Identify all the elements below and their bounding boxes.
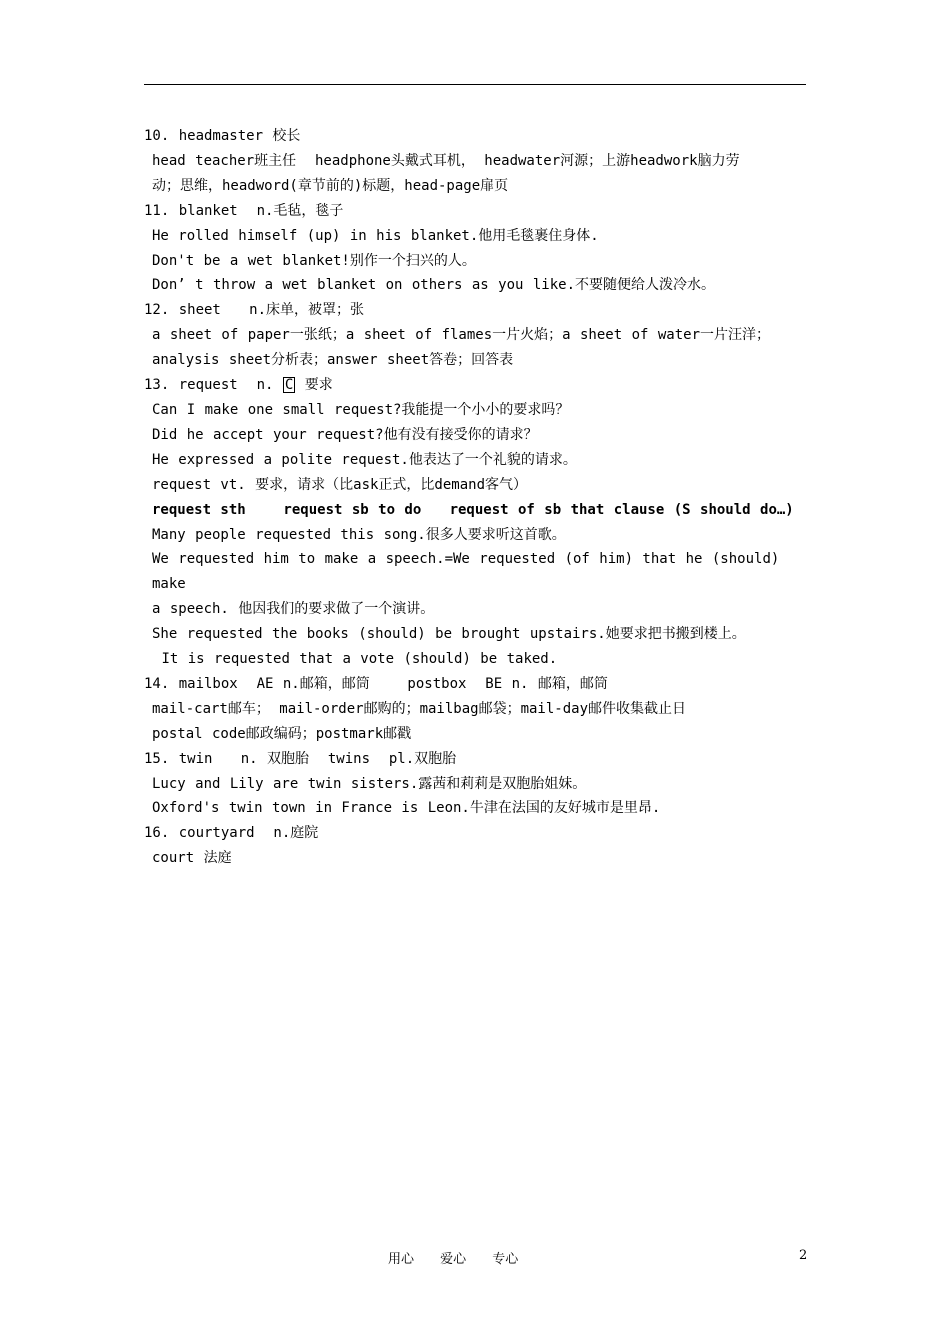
line-text: a speech. 他因我们的要求做了一个演讲。 — [152, 601, 435, 618]
line-text: 11. blanket n.毛毡，毯子 — [144, 202, 344, 219]
line-text: head teacher班主任 headphone头戴式耳机， headwater河源；上游headwork脑力劳 — [152, 152, 740, 169]
line-text: court 法庭 — [152, 850, 232, 867]
line-text: a sheet of paper一张纸；a sheet of flames一片火焰；a sheet of water一片汪洋； — [152, 327, 771, 344]
line-text: 16. courtyard n.庭院 — [144, 825, 319, 842]
text-line — [144, 423, 809, 448]
text-line — [144, 298, 809, 323]
text-line — [144, 273, 809, 298]
text-line — [144, 722, 809, 747]
text-line — [144, 672, 809, 697]
line-text: Can I make one small request?我能提一个小小的要求吗？ — [152, 401, 570, 418]
text-line — [144, 498, 809, 523]
text-line — [144, 772, 809, 797]
line-text: 13. request n. — [144, 377, 283, 394]
line-text: 12. sheet n.床单，被罩；张 — [144, 302, 365, 319]
line-text: Lucy and Lily are twin sisters.露茜和莉莉是双胞胎姐妹。 — [152, 775, 587, 792]
text-line — [144, 249, 809, 274]
line-text-after: 要求 — [295, 377, 333, 394]
text-line — [144, 846, 809, 871]
text-line — [144, 697, 809, 722]
line-text: He rolled himself (up) in his blanket.他用毛毯裹住身体. — [152, 227, 599, 244]
text-line — [144, 174, 809, 199]
line-text: He expressed a polite request.他表达了一个礼貌的请求。 — [152, 451, 577, 468]
header-rule — [144, 84, 806, 85]
line-text: Did he accept your request?他有没有接受你的请求？ — [152, 426, 538, 443]
line-text: Don’ t throw a wet blanket on others as you like.不要随便给人泼冷水。 — [152, 277, 716, 294]
line-text: It is requested that a vote (should) be taked. — [152, 651, 558, 668]
text-line — [144, 647, 809, 672]
line-text: mail-cart邮车； mail-order邮购的；mailbag邮袋；mail-day邮件收集截止日 — [152, 700, 687, 717]
text-line — [144, 796, 809, 821]
document-body — [144, 124, 809, 871]
line-text: She requested the books (should) be brought upstairs.她要求把书搬到楼上。 — [152, 626, 746, 643]
line-text: 10. headmaster 校长 — [144, 128, 301, 144]
line-text: 15. twin n. 双胞胎 twins pl.双胞胎 — [144, 750, 457, 767]
line-text: postal code邮政编码；postmark邮戳 — [152, 725, 412, 742]
line-text: We requested him to make a speech.=We requested (of him) that he (should) make — [152, 551, 789, 593]
line-text: request sth request sb to do request of sb that clause (S should do…) — [152, 501, 794, 518]
page-number: 2 — [799, 1248, 808, 1263]
text-line — [144, 149, 809, 174]
text-line — [144, 821, 809, 846]
text-line — [144, 199, 809, 224]
line-text: request vt. 要求，请求（比ask正式，比demand客气） — [152, 476, 528, 493]
text-line — [144, 398, 809, 423]
text-line — [144, 124, 809, 149]
line-text: Oxford's twin town in France is Leon.牛津在法国的友好城市是里昂. — [152, 800, 661, 817]
line-text: Don't be a wet blanket!别作一个扫兴的人。 — [152, 252, 476, 269]
text-line — [144, 473, 809, 498]
text-line — [144, 224, 809, 249]
line-text: 14. mailbox AE n.邮箱，邮筒 postbox BE n. 邮箱，邮筒 — [144, 675, 608, 692]
footer-motto: 用心 爱心 专心 — [388, 1252, 519, 1267]
text-line — [144, 348, 809, 373]
text-line — [144, 747, 809, 772]
text-line — [144, 448, 809, 473]
text-line — [144, 622, 809, 647]
text-line — [144, 323, 809, 348]
text-line — [144, 597, 809, 622]
line-text: Many people requested this song.很多人要求听这首歌。 — [152, 526, 566, 543]
countable-marker: C — [284, 377, 294, 394]
text-line — [144, 547, 809, 597]
line-text: analysis sheet分析表；answer sheet答卷；回答表 — [152, 352, 514, 369]
line-text: 动；思维，headword(章节前的)标题，head-page扉页 — [152, 177, 509, 194]
text-line — [144, 523, 809, 548]
text-line — [144, 373, 809, 398]
